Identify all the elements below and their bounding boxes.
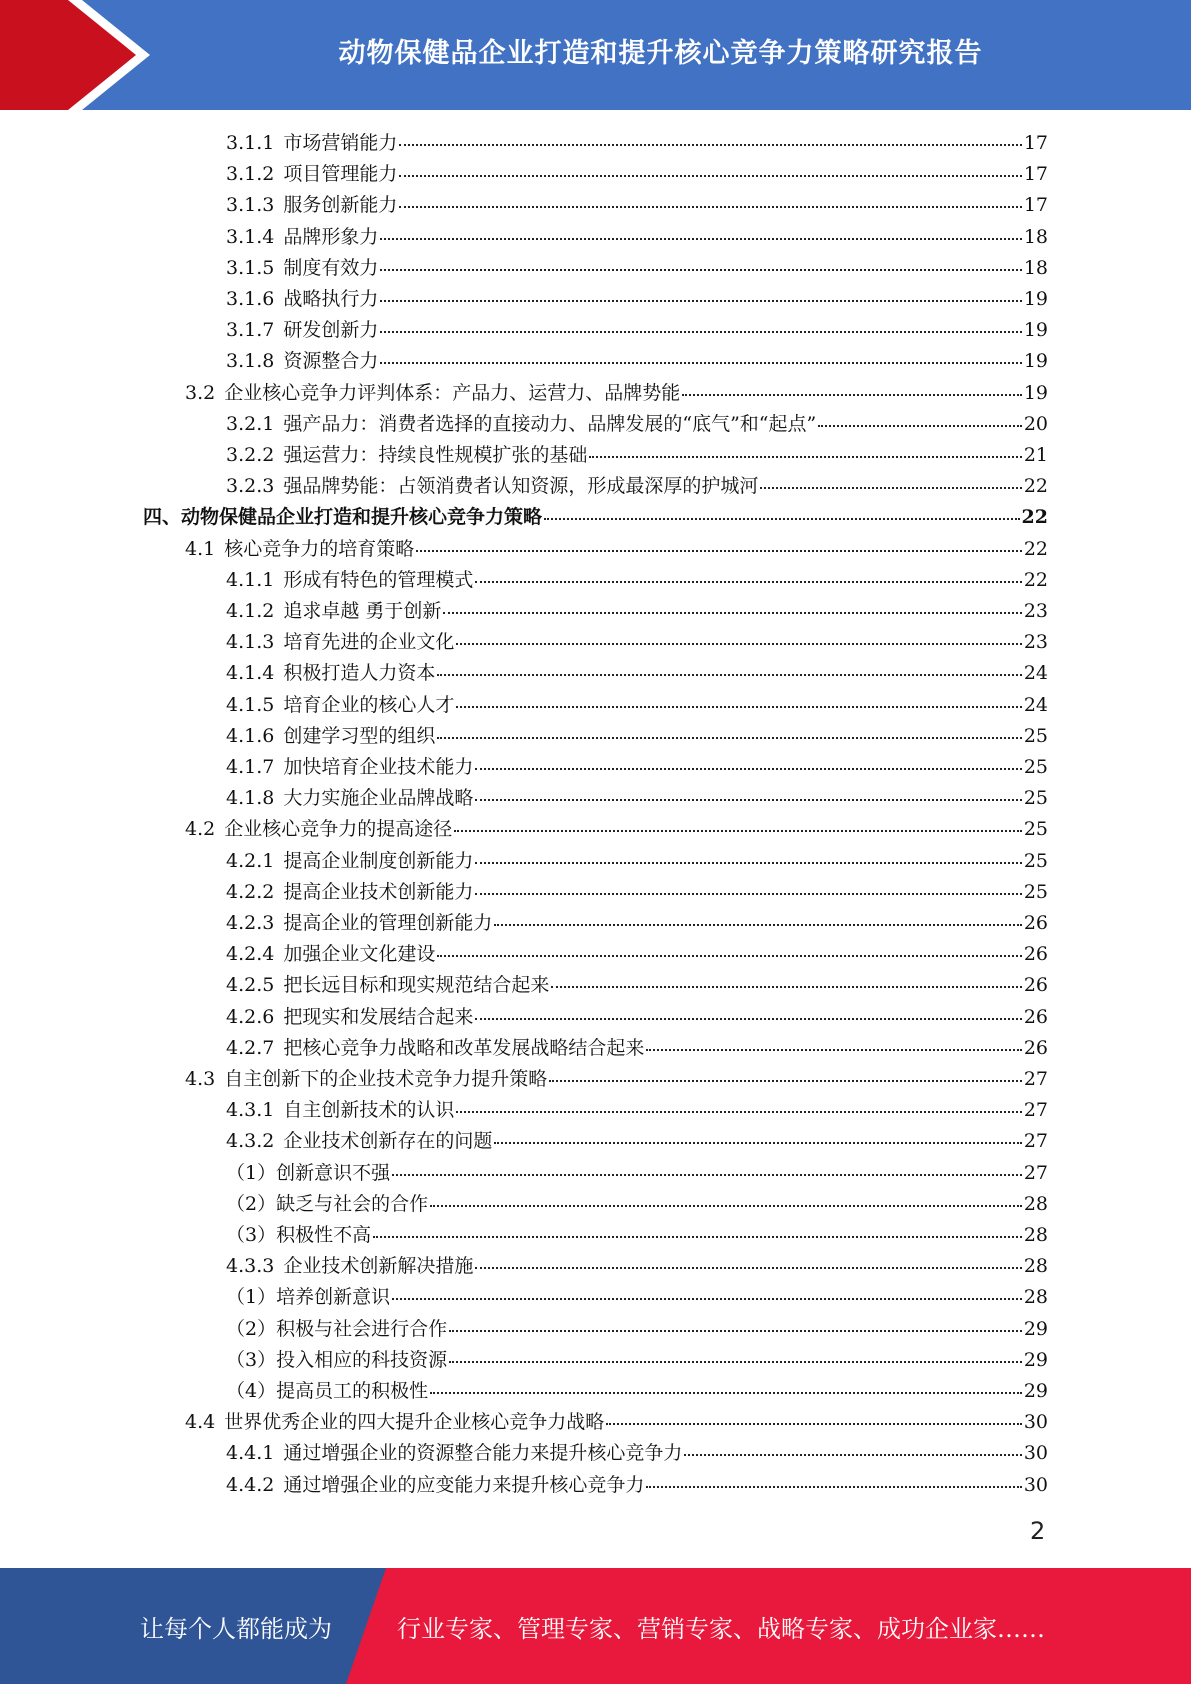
toc-entry[interactable]	[226, 409, 1048, 440]
toc-entry-label: 培育企业的核心人才	[283, 693, 455, 716]
toc-entry[interactable]	[226, 1220, 1048, 1251]
toc-entry[interactable]	[226, 596, 1048, 627]
toc-entry-page: 23	[1023, 600, 1048, 622]
toc-dot-leader	[380, 331, 1021, 333]
toc-dot-leader	[380, 362, 1021, 364]
toc-dot-leader	[449, 1361, 1022, 1363]
toc-entry-label: 创建学习型的组织	[283, 724, 436, 747]
toc-entry[interactable]	[226, 908, 1048, 939]
toc-entry[interactable]	[226, 284, 1048, 315]
toc-entry-page: 17	[1023, 163, 1048, 186]
toc-entry[interactable]	[226, 253, 1048, 284]
toc-entry[interactable]	[226, 565, 1048, 596]
toc-entry-label: 核心竞争力的培育策略	[224, 537, 415, 560]
toc-entry-number: 4.1.2	[226, 600, 275, 622]
toc-entry-label: 战略执行力	[283, 288, 379, 310]
toc-dot-leader	[416, 550, 1022, 552]
toc-dot-leader	[456, 1111, 1021, 1113]
toc-dot-leader	[380, 269, 1021, 271]
toc-entry[interactable]	[226, 783, 1048, 814]
page-number: 2	[1030, 1517, 1046, 1545]
toc-entry-label: 企业核心竞争力的提高途径	[224, 818, 453, 841]
toc-entry-page: 23	[1023, 631, 1048, 654]
toc-entry-number: 4.4	[185, 1411, 216, 1434]
toc-entry-number: 4.3.1	[226, 1099, 275, 1122]
toc-dot-leader	[392, 1174, 1022, 1176]
toc-entry-label: 提高企业制度创新能力	[283, 849, 474, 872]
toc-entry[interactable]	[226, 1314, 1048, 1345]
toc-entry-number: 3.2	[185, 381, 216, 404]
toc-entry-page: 28	[1023, 1286, 1048, 1309]
toc-entry-page: 28	[1023, 1192, 1048, 1215]
toc-entry[interactable]	[185, 534, 1048, 565]
toc-entry-page: 19	[1023, 381, 1048, 404]
toc-dot-leader	[475, 799, 1021, 801]
toc-dot-leader	[544, 518, 1020, 520]
toc-entry-number: 3.1.2	[226, 163, 275, 186]
toc-entry-number: 4.4.2	[226, 1473, 275, 1496]
toc-entry-number: 3.2.1	[226, 412, 275, 435]
toc-entry-page: 25	[1023, 756, 1048, 778]
toc-dot-leader	[430, 1205, 1022, 1207]
toc-entry-number: 3.1.4	[226, 225, 275, 248]
toc-entry-label: 加强企业文化建设	[283, 943, 436, 966]
toc-entry[interactable]	[226, 1095, 1048, 1126]
toc-dot-leader	[494, 924, 1021, 926]
toc-entry-label: 项目管理能力	[283, 163, 398, 186]
toc-entry[interactable]	[226, 471, 1048, 502]
toc-dot-leader	[475, 893, 1021, 895]
toc-dot-leader	[606, 1423, 1022, 1425]
toc-entry[interactable]	[226, 721, 1048, 752]
toc-entry-number: 4.1.5	[226, 693, 275, 716]
toc-entry-number: 4.1.7	[226, 756, 275, 778]
toc-dot-leader	[494, 1142, 1021, 1144]
toc-entry-label: 强产品力：消费者选择的直接动力、品牌发展的“底气”和“起点”	[283, 412, 817, 435]
toc-entry-number: 4.2.7	[226, 1036, 275, 1059]
toc-entry[interactable]	[226, 1158, 1048, 1189]
toc-entry-number: 3.1.6	[226, 288, 275, 310]
toc-entry-page: 26	[1023, 1005, 1048, 1028]
toc-entry-label: 自主创新下的企业技术竞争力提升策略	[224, 1068, 548, 1090]
toc-entry-page: 17	[1023, 132, 1048, 154]
document-title: 动物保健品企业打造和提升核心竞争力策略研究报告	[338, 37, 983, 69]
toc-entry-number: 4.2.2	[226, 880, 275, 903]
toc-entry-label: 企业技术创新存在的问题	[283, 1130, 493, 1153]
toc-entry-page: 22	[1023, 475, 1048, 498]
toc-entry-page: 29	[1023, 1317, 1048, 1340]
toc-entry[interactable]	[226, 846, 1048, 877]
toc-entry[interactable]	[185, 378, 1048, 409]
toc-entry-label: （2）缺乏与社会的合作	[226, 1192, 429, 1215]
toc-entry[interactable]	[226, 440, 1048, 471]
toc-entry[interactable]	[226, 1189, 1048, 1220]
toc-entry-number: 4.1.3	[226, 631, 275, 654]
toc-entry-page: 25	[1023, 818, 1048, 841]
toc-dot-leader	[399, 175, 1021, 177]
toc-entry[interactable]	[226, 690, 1048, 721]
toc-entry-number: 3.2.2	[226, 444, 275, 466]
toc-dot-leader	[646, 1486, 1021, 1488]
toc-entry-label: （3）投入相应的科技资源	[226, 1348, 448, 1371]
toc-entry-number: 4.2.5	[226, 974, 275, 997]
toc-dot-leader	[454, 830, 1022, 832]
toc-entry[interactable]	[226, 752, 1048, 783]
toc-entry[interactable]	[226, 1470, 1048, 1501]
toc-entry-label: 大力实施企业品牌战略	[283, 787, 474, 810]
toc-entry-label: 强品牌势能：占领消费者认知资源，形成最深厚的护城河	[283, 475, 759, 498]
toc-entry-label: 研发创新力	[283, 319, 379, 342]
toc-entry-page: 19	[1023, 350, 1048, 373]
toc-dot-leader	[437, 955, 1021, 957]
toc-dot-leader	[475, 1018, 1021, 1020]
toc-dot-leader	[443, 612, 1021, 614]
toc-dot-leader	[684, 1454, 1021, 1456]
toc-entry[interactable]	[226, 939, 1048, 970]
toc-entry-label: （3）积极性不高	[226, 1224, 372, 1246]
toc-dot-leader	[682, 394, 1022, 396]
toc-entry-page: 28	[1023, 1224, 1048, 1246]
toc-entry-label: 培育先进的企业文化	[283, 631, 455, 654]
toc-entry[interactable]	[226, 1002, 1048, 1033]
toc-dot-leader	[475, 1267, 1021, 1269]
toc-entry[interactable]	[226, 190, 1048, 221]
toc-entry-page: 27	[1023, 1130, 1048, 1153]
toc-entry-page: 27	[1023, 1068, 1048, 1090]
toc-dot-leader	[437, 674, 1021, 676]
toc-entry-page: 25	[1023, 880, 1048, 903]
toc-entry-label: （2）积极与社会进行合作	[226, 1317, 448, 1340]
toc-entry-page: 26	[1023, 1036, 1048, 1059]
toc-entry-number: 4.2.1	[226, 849, 275, 872]
toc-entry-number: 3.1.8	[226, 350, 275, 373]
toc-entry-label: 通过增强企业的应变能力来提升核心竞争力	[283, 1473, 645, 1496]
toc-entry-label: 强运营力：持续良性规模扩张的基础	[283, 444, 588, 466]
toc-entry-page: 22	[1023, 568, 1048, 591]
toc-entry-label: 企业核心竞争力评判体系：产品力、运营力、品牌势能	[224, 381, 681, 404]
toc-entry-number: 4.1.8	[226, 787, 275, 810]
toc-entry-number: 4.2.3	[226, 912, 275, 934]
toc-entry-page: 19	[1023, 319, 1048, 342]
toc-dot-leader	[380, 238, 1021, 240]
toc-entry-number: 3.1.7	[226, 319, 275, 342]
toc-entry-number: 3.1.1	[226, 132, 275, 154]
toc-entry-label: （1）创新意识不强	[226, 1161, 391, 1184]
toc-dot-leader	[437, 737, 1021, 739]
toc-entry-label: 四、动物保健品企业打造和提升核心竞争力策略	[143, 506, 543, 529]
footer-slogan-right: 行业专家、管理专家、营销专家、战略专家、成功企业家……	[397, 1614, 1045, 1643]
toc-entry-label: 加快培育企业技术能力	[283, 756, 474, 778]
toc-entry[interactable]	[226, 877, 1048, 908]
toc-entry-number: 3.2.3	[226, 475, 275, 498]
toc-entry-label: （1）培养创新意识	[226, 1286, 391, 1309]
toc-entry[interactable]	[185, 1407, 1048, 1438]
toc-entry[interactable]	[226, 1438, 1048, 1469]
toc-entry[interactable]	[226, 1345, 1048, 1376]
toc-entry-page: 29	[1023, 1348, 1048, 1371]
toc-entry-number: 4.2.4	[226, 943, 275, 966]
toc-entry-number: 4.1.1	[226, 568, 275, 591]
toc-entry[interactable]	[226, 128, 1048, 159]
toc-entry[interactable]	[226, 222, 1048, 253]
toc-entry-page: 27	[1023, 1161, 1048, 1184]
toc-entry-number: 3.1.3	[226, 194, 275, 217]
toc-entry[interactable]	[226, 658, 1048, 689]
toc-entry-page: 20	[1023, 412, 1048, 435]
toc-entry-label: 把现实和发展结合起来	[283, 1005, 474, 1028]
toc-entry-label: 提高企业的管理创新能力	[283, 912, 493, 934]
toc-entry-page: 29	[1023, 1380, 1048, 1402]
toc-entry-page: 25	[1023, 787, 1048, 810]
toc-entry-page: 30	[1023, 1442, 1048, 1465]
footer-slogan-left: 让每个人都能成为	[140, 1614, 332, 1643]
toc-dot-leader	[456, 643, 1021, 645]
toc-dot-leader	[549, 1080, 1022, 1082]
toc-entry[interactable]	[226, 159, 1048, 190]
toc-entry-page: 25	[1023, 849, 1048, 872]
toc-entry-number: 4.3	[185, 1068, 216, 1090]
toc-entry-label: 自主创新技术的认识	[283, 1099, 455, 1122]
toc-entry-page: 17	[1023, 194, 1048, 217]
page-header	[0, 0, 1191, 110]
toc-dot-leader	[475, 581, 1021, 583]
toc-entry[interactable]	[226, 627, 1048, 658]
toc-entry-label: 通过增强企业的资源整合能力来提升核心竞争力	[283, 1442, 683, 1465]
toc-dot-leader	[449, 1330, 1022, 1332]
toc-entry[interactable]	[226, 1282, 1048, 1313]
toc-entry-page: 26	[1023, 943, 1048, 966]
toc-entry-label: 制度有效力	[283, 256, 379, 279]
toc-entry-label: 形成有特色的管理模式	[283, 568, 474, 591]
toc-entry-number: 4.2	[185, 818, 216, 841]
toc-entry-page: 24	[1023, 662, 1048, 685]
toc-entry-page: 21	[1023, 444, 1048, 466]
toc-dot-leader	[589, 456, 1021, 458]
toc-entry-page: 19	[1023, 288, 1048, 310]
toc-entry-page: 26	[1023, 912, 1048, 934]
toc-entry[interactable]	[226, 346, 1048, 377]
toc-entry-number: 4.1	[185, 537, 216, 560]
toc-entry-page: 30	[1023, 1473, 1048, 1496]
toc-entry[interactable]	[226, 315, 1048, 346]
toc-dot-leader	[818, 425, 1022, 427]
toc-dot-leader	[392, 1298, 1022, 1300]
toc-entry-page: 24	[1023, 693, 1048, 716]
page-footer	[0, 1568, 1191, 1684]
toc-dot-leader	[760, 487, 1021, 489]
toc-entry-page: 18	[1023, 225, 1048, 248]
toc-entry-page: 30	[1023, 1411, 1048, 1434]
toc-dot-leader	[475, 862, 1021, 864]
toc-entry-label: （4）提高员工的积极性	[226, 1380, 429, 1402]
toc-dot-leader	[551, 986, 1021, 988]
toc-entry-number: 3.1.5	[226, 256, 275, 279]
toc-entry-number: 4.4.1	[226, 1442, 275, 1465]
toc-dot-leader	[430, 1392, 1022, 1394]
toc-entry-label: 品牌形象力	[283, 225, 379, 248]
toc-entry-page: 28	[1023, 1255, 1048, 1278]
toc-dot-leader	[399, 206, 1021, 208]
toc-entry[interactable]	[226, 1033, 1048, 1064]
toc-entry-page: 22	[1021, 506, 1048, 529]
toc-entry-number: 4.3.2	[226, 1130, 275, 1153]
toc-entry[interactable]	[226, 1126, 1048, 1157]
toc-entry-number: 4.1.4	[226, 662, 275, 685]
toc-entry-page: 26	[1023, 974, 1048, 997]
toc-entry-label: 追求卓越 勇于创新	[283, 600, 442, 622]
toc-dot-leader	[373, 1236, 1022, 1238]
toc-entry-label: 企业技术创新解决措施	[283, 1255, 474, 1278]
toc-dot-leader	[475, 768, 1021, 770]
toc-entry-label: 提高企业技术创新能力	[283, 880, 474, 903]
toc-entry-page: 27	[1023, 1099, 1048, 1122]
toc-entry[interactable]	[185, 814, 1048, 845]
toc-entry-page: 22	[1023, 537, 1048, 560]
toc-entry-label: 把核心竞争力战略和改革发展战略结合起来	[283, 1036, 645, 1059]
toc-entry[interactable]	[185, 1064, 1048, 1095]
toc-dot-leader	[456, 706, 1021, 708]
toc-entry-label: 服务创新能力	[283, 194, 398, 217]
toc-entry-number: 4.1.6	[226, 724, 275, 747]
toc-entry-number: 4.2.6	[226, 1005, 275, 1028]
toc-entry-label: 把长远目标和现实规范结合起来	[283, 974, 550, 997]
toc-dot-leader	[399, 144, 1021, 146]
toc-entry-label: 市场营销能力	[283, 132, 398, 154]
toc-entry-label: 积极打造人力资本	[283, 662, 436, 685]
toc-entry-label: 世界优秀企业的四大提升企业核心竞争力战略	[224, 1411, 605, 1434]
toc-entry[interactable]	[226, 1251, 1048, 1282]
toc-entry[interactable]	[226, 1376, 1048, 1407]
toc-entry-label: 资源整合力	[283, 350, 379, 373]
toc-entry-page: 25	[1023, 724, 1048, 747]
toc-dot-leader	[646, 1049, 1021, 1051]
toc-entry[interactable]	[226, 970, 1048, 1001]
toc-entry-page: 18	[1023, 256, 1048, 279]
toc-dot-leader	[380, 300, 1021, 302]
toc-entry-number: 4.3.3	[226, 1255, 275, 1278]
toc-entry[interactable]	[143, 502, 1048, 533]
